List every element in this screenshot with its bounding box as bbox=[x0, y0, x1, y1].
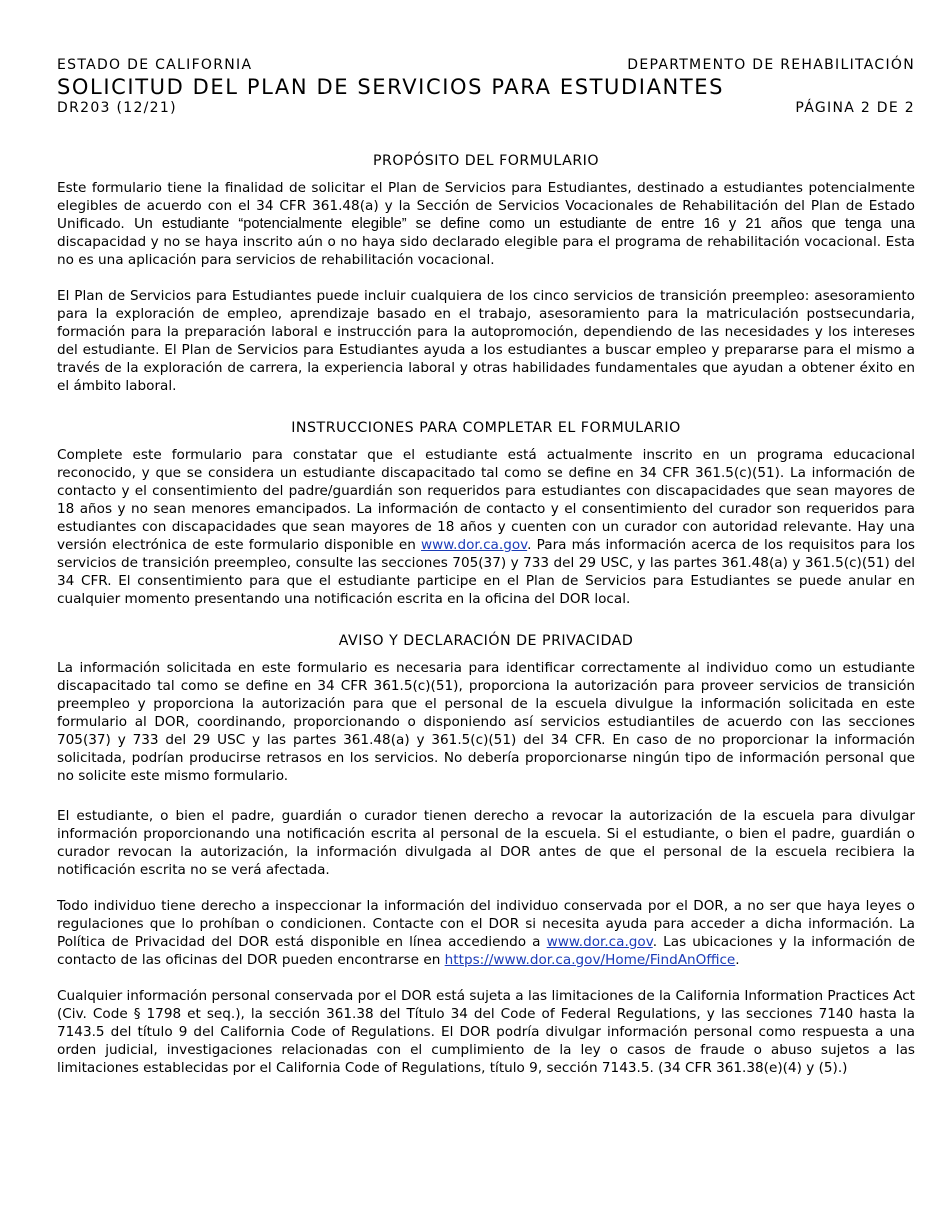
privacy-text-c: . bbox=[735, 952, 740, 968]
privacy-paragraph-1: La información solicitada en este formulario es necesaria para identificar correctamente al individuo como un estudiante discapacitado tal como se define en 34 CFR 361.5(c)(51), proporciona la autorización para proveer servicios de transición preempleo y proporciona la autorización para que el personal de la escuela divulgue la información solicitada en este formulario al DOR, coordinando, proporcionando o disponiendo así servicios estudiantiles de acuerdo con las secciones 705(37) y 733 del 29 USC y las partes 361.48(a) y 361.5(c)(51) del 34 CFR. En caso de no proporcionar la información solicitada, podrían producirse retrasos en los servicios. No debería proporcionarse ningún tipo de información personal que no solicite este mismo formulario. bbox=[57, 660, 915, 784]
privacy-heading: AVISO Y DECLARACIÓN DE PRIVACIDAD bbox=[338, 633, 634, 649]
privacy-section bbox=[57, 632, 915, 1077]
instructions-heading: INSTRUCCIONES PARA COMPLETAR EL FORMULARIO bbox=[291, 420, 681, 436]
purpose-paragraph-1 bbox=[57, 179, 915, 269]
purpose-heading: PROPÓSITO DEL FORMULARIO bbox=[372, 153, 600, 169]
header-bottom-row bbox=[57, 100, 915, 116]
purpose-section bbox=[57, 152, 915, 395]
instructions-paragraph bbox=[57, 446, 915, 608]
form-number: DR203 (12/21) bbox=[57, 100, 177, 116]
privacy-paragraph-4: Cualquier información personal conservada por el DOR está sujeta a las limitaciones de la California Information Practices Act (Civ. Code § 1798 et seq.), la sección 361.38 del Título 34 del Code of Federal Regulations, y las secciones 7140 hasta la 7143.5 del título 9 del California Code of Regulations. El DOR podría divulgar información personal como respuesta a una orden judicial, investigaciones relacionadas con el cumplimiento de la ley o casos de fraude o abuso sujetos a las limitaciones establecidas por el California Code of Regulations, título 9, sección 7143.5. (34 CFR 361.38(e)(4) y (5).) bbox=[57, 988, 915, 1076]
dor-website-link[interactable]: www.dor.ca.gov bbox=[421, 537, 528, 553]
privacy-text-a: Todo individuo tiene derecho a inspeccionar la información del individuo conservada por el DOR, a no ser que haya leyes o regulaciones que lo prohíban o condicionen. Contacte con el DOR si necesita ayuda para acceder a dicha información. La Política de Privacidad del DOR está disponible en línea accediendo a bbox=[57, 898, 915, 950]
privacy-policy-link[interactable]: www.dor.ca.gov bbox=[546, 934, 653, 950]
state-label: ESTADO DE CALIFORNIA bbox=[57, 57, 253, 73]
privacy-text-b: . Las ubicaciones y la información de contacto de las oficinas del DOR pueden encontrarse en bbox=[57, 934, 915, 968]
privacy-paragraph-3 bbox=[57, 897, 915, 969]
privacy-paragraph-2: El estudiante, o bien el padre, guardián o curador tienen derecho a revocar la autorización de la escuela para divulgar información proporcionando una notificación escrita al personal de la escuela. Si el estudiante, o bien el padre, guardián o curador revocan la autorización, la información divulgada al DOR antes de que el personal de la escuela recibiera la notificación escrita no se verá afectada. bbox=[57, 808, 915, 878]
header-top-row bbox=[57, 57, 915, 73]
instructions-section bbox=[57, 419, 915, 608]
department-label: DEPARTMENTO DE REHABILITACIÓN bbox=[627, 57, 915, 73]
form-content bbox=[57, 152, 915, 1077]
page-number: PÁGINA 2 DE 2 bbox=[795, 100, 915, 116]
purpose-paragraph-2: El Plan de Servicios para Estudiantes puede incluir cualquiera de los cinco servicios de transición preempleo: asesoramiento para la exploración de empleo, aprendizaje basado en el trabajo, asesoramiento para la matriculación postsecundaria, formación para la preparación laboral e instrucción para la autopromoción, dependiendo de las necesidades y los intereses del estudiante. El Plan de Servicios para Estudiantes ayuda a los estudiantes a buscar empleo y prepararse para el mismo a través de la exploración de carrera, la experiencia laboral y otras habilidades fundamentales que ayudan a obtener éxito en el ámbito laboral. bbox=[57, 288, 915, 394]
instructions-text-a: Complete este formulario para constatar que el estudiante está actualmente inscrito en un programa educacional reconocido, y que se considera un estudiante discapacitado tal como se define en 34 CFR 361.5(c)(51). La información de contacto y el consentimiento del padre/guardián son requeridos para estudiantes con discapacidades que sean mayores de 18 años y no sean menores emancipados. La información de contacto y el consentimiento del curador son requeridos para estudiantes con discapacidades que sean mayores de 18 años y cuenten con un curador con autoridad relevante. Hay una versión electrónica de este formulario disponible en bbox=[57, 447, 915, 553]
purpose-text-c: discapacidad y no se haya inscrito aún o no haya sido declarado elegible para el programa de rehabilitación vocacional. Esta no es una aplicación para servicios de rehabilitación vocacional. bbox=[57, 234, 915, 268]
find-office-link[interactable]: https://www.dor.ca.gov/Home/FindAnOffice bbox=[444, 952, 736, 968]
purpose-text-definition: Un estudiante “potencialmente elegible” se define como un estudiante de entre 16 y 21 años que tenga una bbox=[134, 216, 915, 232]
instructions-text-b: . Para más información acerca de los requisitos para los servicios de transición preempleo, consulte las secciones 705(37) y 733 del 29 USC, y las partes 361.48(a) y 361.5(c)(51) del 34 CFR. El consentimiento para que el estudiante participe en el Plan de Servicios para Estudiantes se puede anular en cualquier momento presentando una notificación escrita en la oficina del DOR local. bbox=[57, 537, 916, 607]
form-title: SOLICITUD DEL PLAN DE SERVICIOS PARA ESTUDIANTES bbox=[57, 75, 725, 99]
purpose-text-a: Este formulario tiene la finalidad de solicitar el Plan de Servicios para Estudiantes, destinado a estudiantes potencialmente elegibles de acuerdo con el 34 CFR 361.48(a) y la Sección de Servicios Vocacionales de Rehabilitación del Plan de Estado Unificado. bbox=[57, 180, 915, 232]
